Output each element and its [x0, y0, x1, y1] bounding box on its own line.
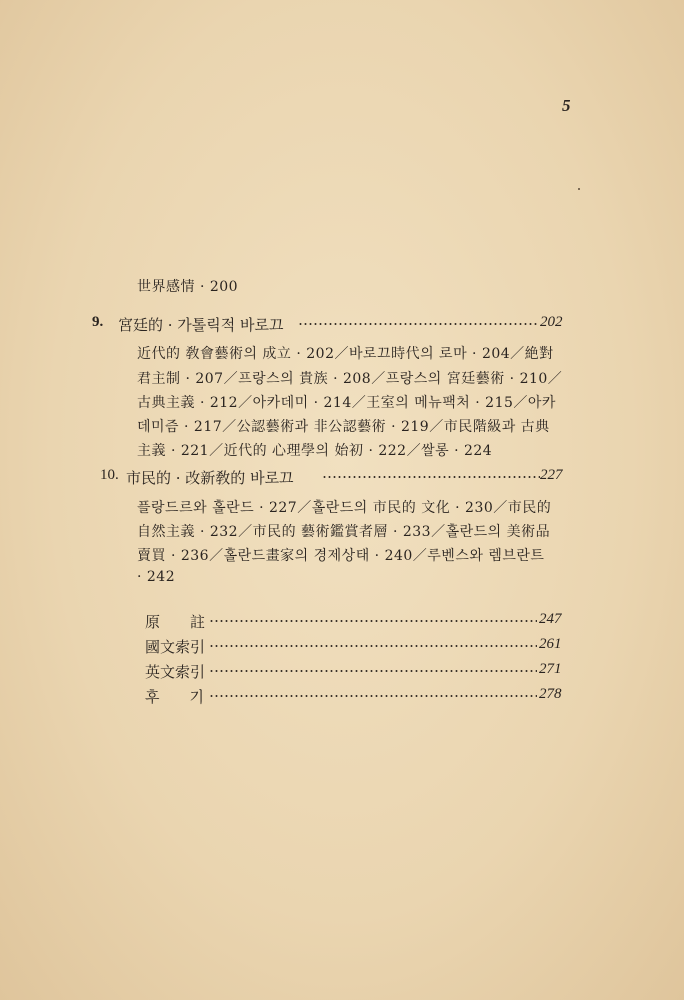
section-number: 9.	[92, 314, 104, 330]
back-matter-page: 278	[539, 686, 562, 702]
dot-leader	[209, 645, 537, 647]
back-matter-page: 247	[539, 611, 562, 627]
section-title: 宮廷的 · 가톨릭적 바로끄	[118, 316, 284, 334]
dot-leader	[322, 476, 540, 478]
section-9-subtopics-line-1: 近代的 敎會藝術의 成立 · 202／바로끄時代의 로마 · 204／絶對	[137, 346, 554, 362]
dot-leader	[209, 670, 537, 672]
back-matter-label: 후 기	[145, 688, 204, 706]
section-9-subtopics-line-3: 古典主義 · 212／아카데미 · 214／王室의 메뉴팩처 · 215／아카	[137, 395, 556, 411]
back-matter-page: 271	[539, 661, 562, 677]
dot-leader	[298, 323, 538, 325]
section-10-subtopics-line-2: 自然主義 · 232／市民的 藝術鑑賞者層 · 233／홀란드의 美術品	[137, 524, 551, 540]
toc-entry-afterword[interactable]	[145, 686, 572, 708]
section-9-subtopics-line-2: 君主制 · 207／프랑스의 貴族 · 208／프랑스의 宮廷藝術 · 210／	[137, 371, 563, 387]
section-title: 市民的 · 改新敎的 바로끄	[126, 469, 294, 487]
section-page: 202	[540, 314, 563, 330]
section-10-subtopics-line-1: 플랑드르와 홀란드 · 227／홀란드의 市民的 文化 · 230／市民的	[137, 500, 552, 516]
back-matter-label: 國文索引	[145, 638, 206, 656]
back-matter-label: 原 註	[145, 613, 206, 631]
toc-entry-notes[interactable]	[145, 611, 572, 633]
continuation-line: 世界感情 · 200	[137, 279, 239, 295]
toc-entry-english-index[interactable]	[145, 661, 572, 683]
section-10-subtopics-line-4: · 242	[137, 569, 176, 585]
paper-speck	[578, 188, 580, 190]
back-matter-page: 261	[539, 636, 562, 652]
toc-entry-section-10[interactable]	[100, 467, 572, 489]
back-matter-label: 英文索引	[145, 663, 206, 681]
section-page: 227	[540, 467, 563, 483]
section-9-subtopics-line-5: 主義 · 221／近代的 心理學의 始初 · 222／쌀롱 · 224	[137, 443, 493, 459]
section-9-subtopics-line-4: 데미즘 · 217／公認藝術과 非公認藝術 · 219／市民階級과 古典	[137, 419, 550, 435]
page-number: 5	[562, 96, 571, 115]
toc-entry-korean-index[interactable]	[145, 636, 572, 658]
dot-leader	[209, 695, 537, 697]
toc-entry-section-9[interactable]	[92, 314, 572, 336]
section-10-subtopics-line-3: 賣買 · 236／홀란드畫家의 경제상태 · 240／루벤스와 렘브란트	[137, 548, 545, 564]
dot-leader	[209, 620, 537, 622]
section-number: 10.	[100, 467, 119, 483]
